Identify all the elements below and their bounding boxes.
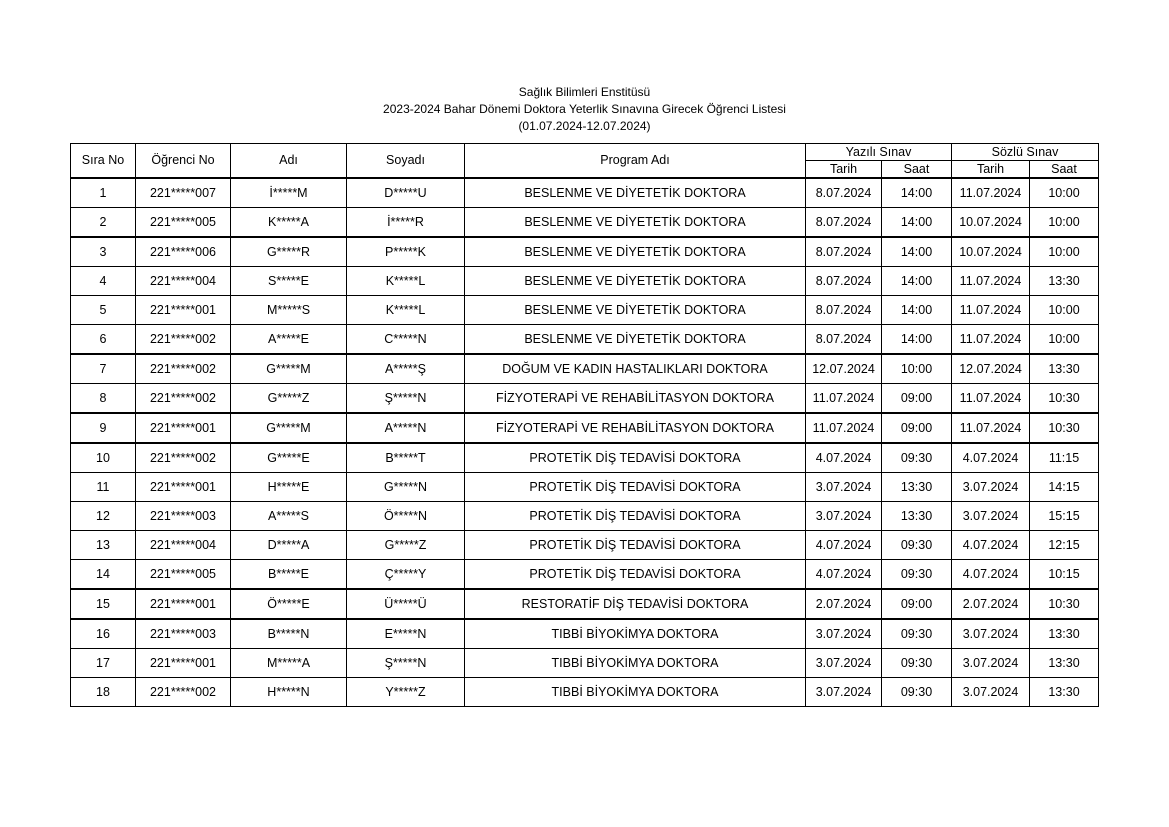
student-number: 221*****004 — [136, 531, 231, 560]
oral-exam-time: 13:30 — [1030, 649, 1099, 678]
document-header — [0, 84, 1169, 135]
student-number: 221*****001 — [136, 649, 231, 678]
student-number: 221*****002 — [136, 678, 231, 707]
student-first-name: M*****A — [231, 649, 347, 678]
student-number: 221*****004 — [136, 267, 231, 296]
student-number: 221*****001 — [136, 296, 231, 325]
oral-exam-time: 15:15 — [1030, 502, 1099, 531]
oral-exam-date: 3.07.2024 — [952, 678, 1030, 707]
oral-exam-time: 10:30 — [1030, 413, 1099, 443]
column-header-adi: Adı — [231, 144, 347, 179]
program-name: TIBBİ BİYOKİMYA DOKTORA — [465, 649, 806, 678]
student-last-name: E*****N — [347, 619, 465, 649]
written-exam-date: 3.07.2024 — [806, 649, 882, 678]
program-name: PROTETİK DİŞ TEDAVİSİ DOKTORA — [465, 531, 806, 560]
written-exam-date: 8.07.2024 — [806, 208, 882, 238]
student-last-name: K*****L — [347, 267, 465, 296]
written-exam-date: 4.07.2024 — [806, 531, 882, 560]
table-row — [71, 678, 1099, 707]
written-exam-date: 8.07.2024 — [806, 325, 882, 355]
table-row — [71, 325, 1099, 355]
oral-exam-time: 13:30 — [1030, 619, 1099, 649]
student-number: 221*****007 — [136, 178, 231, 208]
table-row — [71, 296, 1099, 325]
oral-exam-date: 11.07.2024 — [952, 267, 1030, 296]
row-number: 4 — [71, 267, 136, 296]
row-number: 6 — [71, 325, 136, 355]
table-row — [71, 531, 1099, 560]
oral-exam-date: 4.07.2024 — [952, 443, 1030, 473]
column-header-program: Program Adı — [465, 144, 806, 179]
student-first-name: A*****E — [231, 325, 347, 355]
student-last-name: D*****U — [347, 178, 465, 208]
student-first-name: S*****E — [231, 267, 347, 296]
program-name: DOĞUM VE KADIN HASTALIKLARI DOKTORA — [465, 354, 806, 384]
written-exam-date: 12.07.2024 — [806, 354, 882, 384]
oral-exam-time: 13:30 — [1030, 678, 1099, 707]
institute-name: Sağlık Bilimleri Enstitüsü — [518, 85, 651, 99]
program-name: FİZYOTERAPİ VE REHABİLİTASYON DOKTORA — [465, 384, 806, 414]
column-header-sira-no: Sıra No — [71, 144, 136, 179]
written-exam-date: 8.07.2024 — [806, 267, 882, 296]
oral-exam-date: 2.07.2024 — [952, 589, 1030, 619]
column-header-sozlu-saat: Saat — [1030, 161, 1099, 179]
written-exam-time: 09:00 — [882, 384, 952, 414]
program-name: PROTETİK DİŞ TEDAVİSİ DOKTORA — [465, 473, 806, 502]
student-first-name: G*****M — [231, 413, 347, 443]
oral-exam-time: 10:30 — [1030, 384, 1099, 414]
oral-exam-time: 10:15 — [1030, 560, 1099, 590]
student-number: 221*****002 — [136, 384, 231, 414]
student-last-name: G*****Z — [347, 531, 465, 560]
program-name: FİZYOTERAPİ VE REHABİLİTASYON DOKTORA — [465, 413, 806, 443]
written-exam-date: 8.07.2024 — [806, 237, 882, 267]
student-number: 221*****005 — [136, 560, 231, 590]
oral-exam-time: 10:00 — [1030, 325, 1099, 355]
student-last-name: K*****L — [347, 296, 465, 325]
written-exam-date: 11.07.2024 — [806, 384, 882, 414]
student-first-name: K*****A — [231, 208, 347, 238]
oral-exam-date: 11.07.2024 — [952, 296, 1030, 325]
oral-exam-date: 4.07.2024 — [952, 560, 1030, 590]
program-name: BESLENME VE DİYETETİK DOKTORA — [465, 325, 806, 355]
row-number: 14 — [71, 560, 136, 590]
row-number: 5 — [71, 296, 136, 325]
oral-exam-time: 11:15 — [1030, 443, 1099, 473]
written-exam-date: 4.07.2024 — [806, 443, 882, 473]
written-exam-date: 4.07.2024 — [806, 560, 882, 590]
column-header-yazili-tarih: Tarih — [806, 161, 882, 179]
student-first-name: H*****N — [231, 678, 347, 707]
column-header-ogrenci-no: Öğrenci No — [136, 144, 231, 179]
oral-exam-time: 10:00 — [1030, 178, 1099, 208]
written-exam-date: 3.07.2024 — [806, 473, 882, 502]
written-exam-time: 09:00 — [882, 589, 952, 619]
written-exam-time: 09:00 — [882, 413, 952, 443]
table-row — [71, 473, 1099, 502]
written-exam-time: 14:00 — [882, 296, 952, 325]
oral-exam-date: 10.07.2024 — [952, 237, 1030, 267]
row-number: 1 — [71, 178, 136, 208]
student-first-name: İ*****M — [231, 178, 347, 208]
student-first-name: B*****E — [231, 560, 347, 590]
student-last-name: A*****Ş — [347, 354, 465, 384]
row-number: 2 — [71, 208, 136, 238]
row-number: 17 — [71, 649, 136, 678]
table-row — [71, 619, 1099, 649]
oral-exam-date: 3.07.2024 — [952, 619, 1030, 649]
student-first-name: G*****M — [231, 354, 347, 384]
student-number: 221*****002 — [136, 354, 231, 384]
written-exam-time: 14:00 — [882, 208, 952, 238]
row-number: 7 — [71, 354, 136, 384]
student-number: 221*****001 — [136, 473, 231, 502]
written-exam-date: 3.07.2024 — [806, 619, 882, 649]
oral-exam-date: 11.07.2024 — [952, 413, 1030, 443]
program-name: PROTETİK DİŞ TEDAVİSİ DOKTORA — [465, 443, 806, 473]
date-range: (01.07.2024-12.07.2024) — [518, 119, 651, 133]
student-last-name: B*****T — [347, 443, 465, 473]
written-exam-date: 11.07.2024 — [806, 413, 882, 443]
table-row — [71, 237, 1099, 267]
student-first-name: M*****S — [231, 296, 347, 325]
program-name: PROTETİK DİŞ TEDAVİSİ DOKTORA — [465, 560, 806, 590]
column-header-yazili-saat: Saat — [882, 161, 952, 179]
row-number: 15 — [71, 589, 136, 619]
oral-exam-time: 12:15 — [1030, 531, 1099, 560]
student-first-name: B*****N — [231, 619, 347, 649]
table-row — [71, 267, 1099, 296]
written-exam-time: 09:30 — [882, 678, 952, 707]
table-row — [71, 502, 1099, 531]
column-header-soyadi: Soyadı — [347, 144, 465, 179]
row-number: 11 — [71, 473, 136, 502]
oral-exam-date: 10.07.2024 — [952, 208, 1030, 238]
oral-exam-date: 11.07.2024 — [952, 325, 1030, 355]
written-exam-date: 8.07.2024 — [806, 178, 882, 208]
oral-exam-date: 3.07.2024 — [952, 473, 1030, 502]
student-number: 221*****003 — [136, 502, 231, 531]
student-list-table — [70, 143, 1099, 707]
row-number: 13 — [71, 531, 136, 560]
student-last-name: Ş*****N — [347, 384, 465, 414]
written-exam-time: 14:00 — [882, 267, 952, 296]
written-exam-time: 14:00 — [882, 237, 952, 267]
written-exam-time: 13:30 — [882, 502, 952, 531]
written-exam-date: 2.07.2024 — [806, 589, 882, 619]
written-exam-time: 13:30 — [882, 473, 952, 502]
table-row — [71, 560, 1099, 590]
student-last-name: C*****N — [347, 325, 465, 355]
row-number: 9 — [71, 413, 136, 443]
row-number: 8 — [71, 384, 136, 414]
column-header-sozlu-tarih: Tarih — [952, 161, 1030, 179]
oral-exam-time: 14:15 — [1030, 473, 1099, 502]
program-name: BESLENME VE DİYETETİK DOKTORA — [465, 237, 806, 267]
oral-exam-date: 11.07.2024 — [952, 384, 1030, 414]
written-exam-time: 09:30 — [882, 649, 952, 678]
table-body — [71, 178, 1099, 707]
document-title: 2023-2024 Bahar Dönemi Doktora Yeterlik Sınavına Girecek Öğrenci Listesi — [383, 102, 786, 116]
table-row — [71, 443, 1099, 473]
student-first-name: G*****E — [231, 443, 347, 473]
student-number: 221*****006 — [136, 237, 231, 267]
oral-exam-time: 10:30 — [1030, 589, 1099, 619]
oral-exam-date: 3.07.2024 — [952, 502, 1030, 531]
row-number: 18 — [71, 678, 136, 707]
oral-exam-time: 13:30 — [1030, 267, 1099, 296]
oral-exam-date: 12.07.2024 — [952, 354, 1030, 384]
table-row — [71, 649, 1099, 678]
row-number: 3 — [71, 237, 136, 267]
oral-exam-date: 3.07.2024 — [952, 649, 1030, 678]
table-row — [71, 354, 1099, 384]
oral-exam-time: 10:00 — [1030, 237, 1099, 267]
student-first-name: G*****Z — [231, 384, 347, 414]
student-last-name: Ü*****Ü — [347, 589, 465, 619]
student-last-name: Ö*****N — [347, 502, 465, 531]
program-name: BESLENME VE DİYETETİK DOKTORA — [465, 208, 806, 238]
program-name: RESTORATİF DİŞ TEDAVİSİ DOKTORA — [465, 589, 806, 619]
written-exam-time: 09:30 — [882, 619, 952, 649]
student-first-name: Ö*****E — [231, 589, 347, 619]
program-name: BESLENME VE DİYETETİK DOKTORA — [465, 296, 806, 325]
table-row — [71, 208, 1099, 238]
oral-exam-date: 4.07.2024 — [952, 531, 1030, 560]
student-first-name: A*****S — [231, 502, 347, 531]
student-last-name: Ç*****Y — [347, 560, 465, 590]
written-exam-time: 09:30 — [882, 531, 952, 560]
table-row — [71, 384, 1099, 414]
student-last-name: Y*****Z — [347, 678, 465, 707]
written-exam-date: 3.07.2024 — [806, 502, 882, 531]
written-exam-time: 09:30 — [882, 560, 952, 590]
table-row — [71, 413, 1099, 443]
written-exam-time: 10:00 — [882, 354, 952, 384]
student-last-name: P*****K — [347, 237, 465, 267]
written-exam-date: 8.07.2024 — [806, 296, 882, 325]
written-exam-time: 09:30 — [882, 443, 952, 473]
column-header-yazili-sinav: Yazılı Sınav — [806, 144, 952, 161]
table-row — [71, 178, 1099, 208]
oral-exam-date: 11.07.2024 — [952, 178, 1030, 208]
table-row — [71, 589, 1099, 619]
row-number: 16 — [71, 619, 136, 649]
written-exam-time: 14:00 — [882, 178, 952, 208]
oral-exam-time: 10:00 — [1030, 208, 1099, 238]
student-first-name: G*****R — [231, 237, 347, 267]
student-number: 221*****002 — [136, 325, 231, 355]
student-number: 221*****001 — [136, 413, 231, 443]
student-number: 221*****001 — [136, 589, 231, 619]
student-first-name: H*****E — [231, 473, 347, 502]
oral-exam-time: 13:30 — [1030, 354, 1099, 384]
student-number: 221*****005 — [136, 208, 231, 238]
row-number: 12 — [71, 502, 136, 531]
program-name: PROTETİK DİŞ TEDAVİSİ DOKTORA — [465, 502, 806, 531]
program-name: TIBBİ BİYOKİMYA DOKTORA — [465, 678, 806, 707]
student-last-name: A*****N — [347, 413, 465, 443]
written-exam-time: 14:00 — [882, 325, 952, 355]
student-last-name: G*****N — [347, 473, 465, 502]
student-number: 221*****003 — [136, 619, 231, 649]
program-name: BESLENME VE DİYETETİK DOKTORA — [465, 267, 806, 296]
oral-exam-time: 10:00 — [1030, 296, 1099, 325]
written-exam-date: 3.07.2024 — [806, 678, 882, 707]
row-number: 10 — [71, 443, 136, 473]
student-number: 221*****002 — [136, 443, 231, 473]
program-name: BESLENME VE DİYETETİK DOKTORA — [465, 178, 806, 208]
program-name: TIBBİ BİYOKİMYA DOKTORA — [465, 619, 806, 649]
column-header-sozlu-sinav: Sözlü Sınav — [952, 144, 1099, 161]
student-last-name: İ*****R — [347, 208, 465, 238]
student-first-name: D*****A — [231, 531, 347, 560]
student-last-name: Ş*****N — [347, 649, 465, 678]
